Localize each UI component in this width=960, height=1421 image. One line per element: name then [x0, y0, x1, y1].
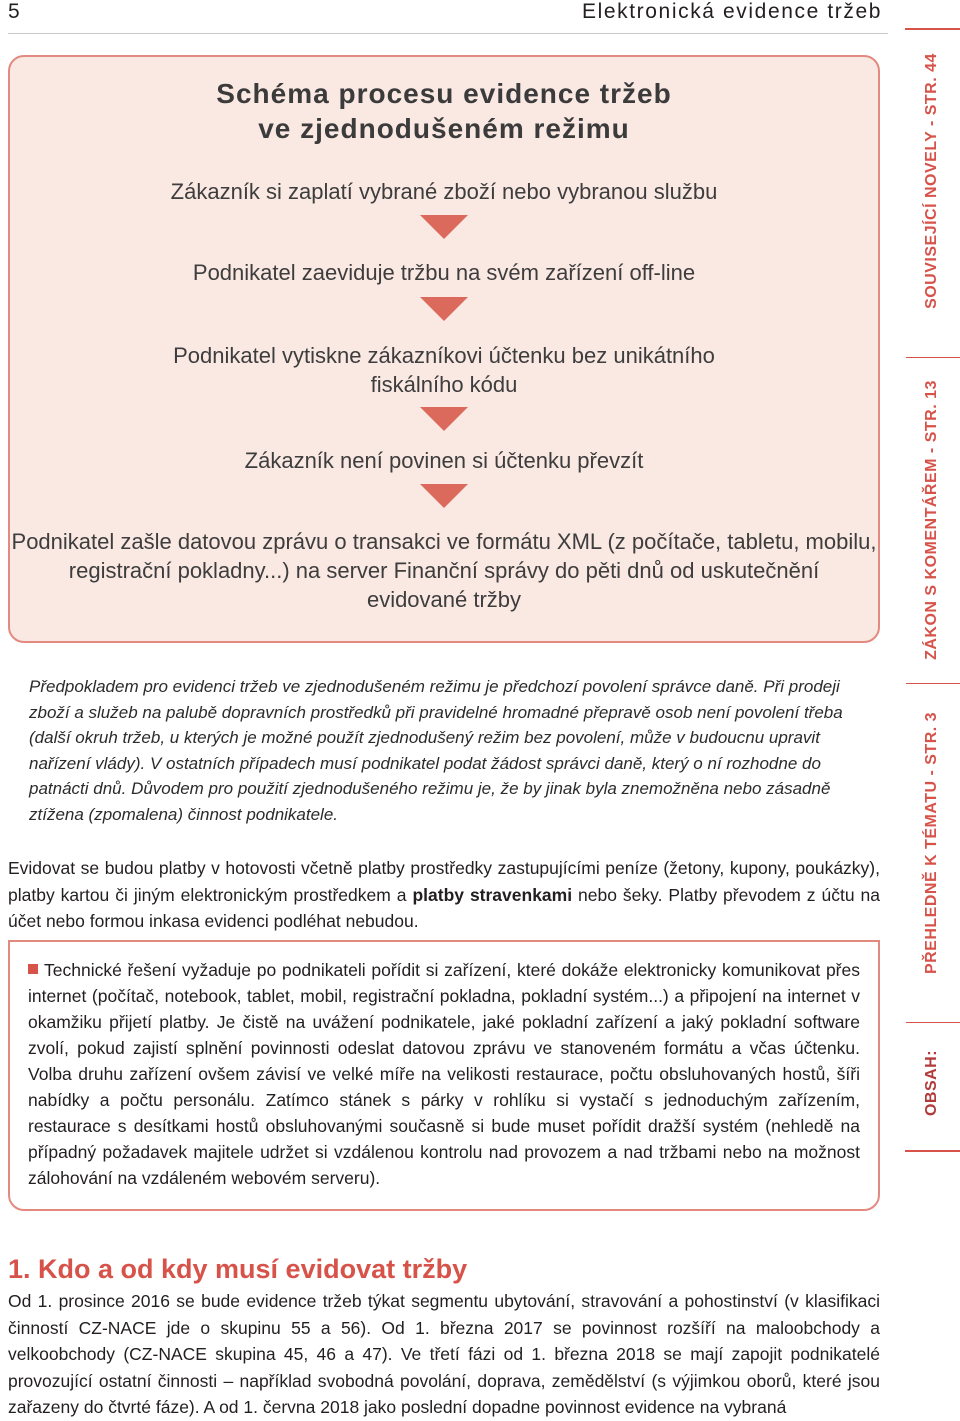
technical-note-text: Technické řešení vyžaduje po podnikateli pořídit si zařízení, které dokáže elektronicky komunikovat přes internet (počítač, notebook, tablet, mobil, registrační pokladna, pokladní systém...) a připojení na internet v okamžiku přijetí platby. Je čistě na uvážení podnikatele, jaké pokladní zařízení a jaký pokladní software zvolí, pokud zajistí splnění povinnosti odeslat datovou zprávu ve stanoveném formátu a včas účtenku. Volba druhu zařízení ovšem závisí ve velké míře na velikosti restaurace, počtu obsluhovaných hostů, šíři nabídky a počtu personálu. Zatímco stánek s párky v rohlíku si vystačí s jednoduchým zařízením, restaurace s desítkami hostů obsluhovanými současně si bude muset pořídit dražší systém (nehledě na případný požadavek majitele udržet si vzdálenou kontrolu nad provozem a nad tržbami nebo na možnost zálohování na vzdáleném webovém serveru). [28, 960, 860, 1188]
running-title: Elektronická evidence tržeb [582, 0, 882, 23]
schema-title [0, 76, 888, 146]
flow-arrow-icon [420, 215, 468, 239]
schema-title-line2: ve zjednodušeném režimu [258, 113, 630, 144]
simplified-regime-note: Předpokladem pro evidenci tržeb ve zjednodušeném režimu je předchozí povolení správce daně. Při prodeji zboží a služeb na palubě dopravních prostředků při pravidelné hromadné přepravě osob není povolení třeba (další okruh tržeb, u kterých je možné použít zjednodušený režim bez povolení, může v budoucnu upravit nařízení vlády). V ostatních případech musí podnikatel podat žádost správci daně, který o ní rozhodne do patnácti dnů. Důvodem pro použití zjednodušeného režimu je, že by jinak byla znemožněna nebo zásadně ztížena (zpomalena) činnost podnikatele. [29, 677, 843, 824]
schema-step-3 [0, 341, 888, 399]
paragraph-text: Evidovat se budou platby v hotovosti včetně platby prostředky zastupujícími peníze (žetony, kupony, poukázky), platby kartou či jiným elektronickým prostředkem a [8, 858, 880, 905]
sidebar-separator [906, 683, 960, 684]
sidebar-separator [906, 357, 960, 358]
sidebar-bottom-rule [905, 1150, 960, 1152]
technical-note [28, 957, 860, 1191]
payments-paragraph [8, 855, 880, 935]
paragraph-text: nebo šeky. Platby převodem z účtu na účet nebo formou inkasa evidenci podléhat nebudou. [8, 884, 880, 931]
flow-arrow-icon [420, 484, 468, 508]
flow-arrow-icon [420, 297, 468, 321]
section-heading: 1. Kdo a od kdy musí evidovat tržby [8, 1254, 468, 1284]
sidebar-link-zakon[interactable]: ZÁKON S KOMENTÁŘEM - STR. 13 [923, 380, 940, 660]
schema-step-line: Podnikatel vytiskne zákazníkovi účtenku bez unikátního [173, 343, 715, 368]
schema-step-line: Podnikatel zaeviduje tržbu na svém zařízení off-line [192, 260, 696, 285]
schema-title-line1: Schéma procesu evidence tržeb [216, 78, 672, 109]
schema-step-1 [0, 177, 888, 206]
sidebar-obsah-label: OBSAH: [923, 1049, 940, 1117]
sidebar-separator [906, 1022, 960, 1023]
schema-step-line: fiskálního kódu [370, 372, 518, 397]
schema-step-line: registrační pokladny...) na server Finanční správy do pěti dnů od uskutečnění [68, 558, 820, 583]
sidebar-link-prehledne[interactable]: PŘEHLEDNĚ K TÉMATU - STR. 3 [923, 711, 940, 975]
schema-step-5 [0, 527, 888, 614]
header-divider [8, 33, 888, 34]
schema-step-line: evidované tržby [366, 587, 522, 612]
paragraph-bold-text: platby stravenkami [412, 884, 573, 905]
sidebar-top-rule [905, 28, 960, 30]
schema-step-2 [0, 258, 888, 287]
page-number: 5 [8, 0, 20, 23]
section-text: Od 1. prosince 2016 se bude evidence tržeb týkat segmentu ubytování, stravování a pohostinství (v klasifikaci činností CZ-NACE jde o skupinu 55 a 56). Od 1. března 2017 se povinnost rozšíří na maloobchody a velkoobchody (CZ-NACE skupina 45, 46 a 47). Ve třetí fázi od 1. března 2018 se mají zapojit podnikatelé provozující ostatní činnosti – například svobodná povolání, doprava, zemědělství (s výjimkou oborů, které jsou zařazeny do čtvrté fáze). A od 1. června 2018 jako poslední dopadne povinnost evidence na vybraná [8, 1291, 880, 1417]
schema-step-line: Zákazník není povinen si účtenku převzít [244, 448, 644, 473]
sidebar-link-novely[interactable]: SOUVISEJÍCÍ NOVELY - STR. 44 [923, 53, 940, 309]
schema-step-line: Zákazník si zaplatí vybrané zboží nebo vybranou službu [170, 179, 718, 204]
schema-step-line: Podnikatel zašle datovou zprávu o transakci ve formátu XML (z počítače, tabletu, mobilu, [11, 529, 877, 554]
schema-step-4 [0, 446, 888, 475]
flow-arrow-icon [420, 407, 468, 431]
bullet-square-icon [28, 964, 38, 974]
